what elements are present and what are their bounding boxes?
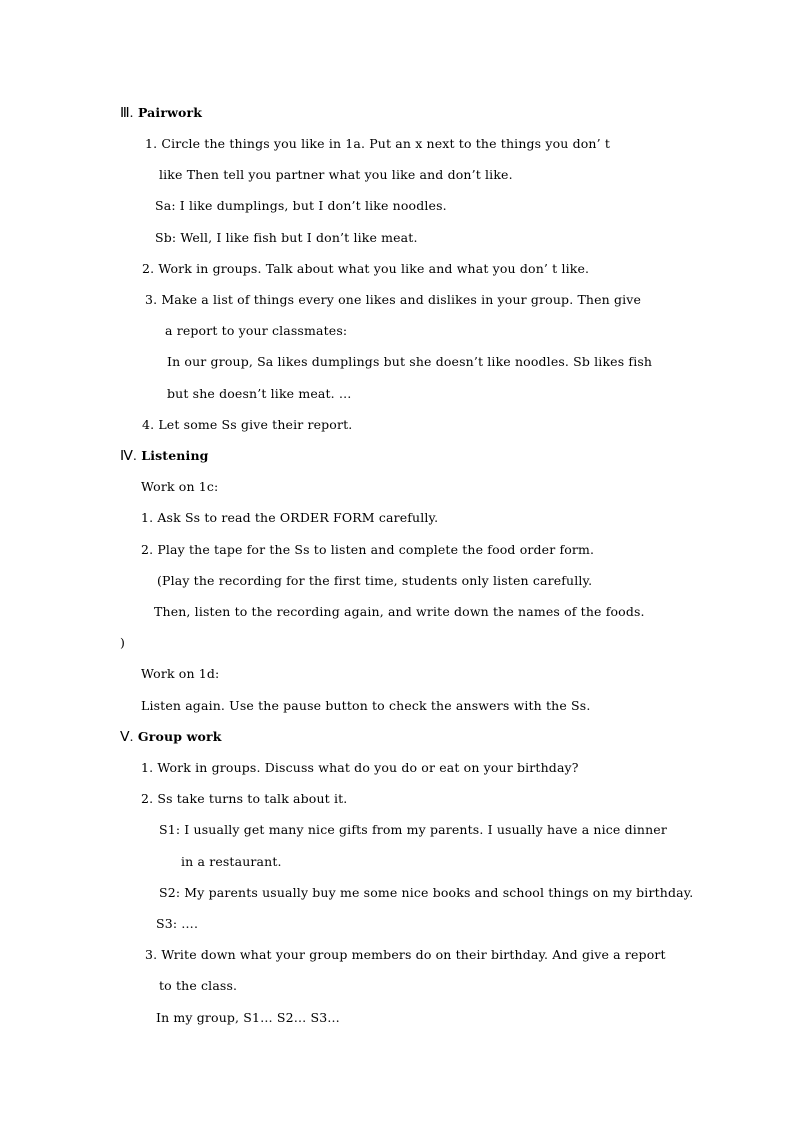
groupwork-line: in a restaurant. — [181, 854, 282, 869]
section-title: Listening — [141, 448, 209, 463]
listening-line: Then, listen to the recording again, and write down the names of the foods. — [154, 604, 645, 619]
listening-line: (Play the recording for the first time, students only listen carefully. — [157, 573, 593, 588]
section-title: Group work — [137, 729, 222, 744]
listening-line: 2. Play the tape for the Ss to listen and complete the food order form. — [141, 542, 595, 557]
pairwork-line: Sa: I like dumplings, but I don’t like noodles. — [155, 198, 447, 213]
pairwork-line: In our group, Sa likes dumplings but she doesn’t like noodles. Sb likes fish — [167, 354, 653, 369]
pairwork-line: like Then tell you partner what you like and don’t like. — [159, 167, 513, 182]
pairwork-line: 3. Make a list of things every one likes and dislikes in your group. Then give — [145, 292, 642, 307]
groupwork-line: 3. Write down what your group members do on their birthday. And give a report — [145, 947, 666, 962]
groupwork-line: 1. Work in groups. Discuss what do you do or eat on your birthday? — [141, 760, 579, 775]
groupwork-line: S2: My parents usually buy me some nice books and school things on my birthday. — [159, 885, 694, 900]
section-heading-pairwork — [120, 105, 202, 122]
section-heading-group-work — [120, 729, 222, 746]
section-numeral: Ⅳ. — [120, 449, 137, 464]
section-numeral: Ⅲ. — [120, 106, 134, 121]
section-title: Pairwork — [137, 105, 203, 120]
pairwork-line: 1. Circle the things you like in 1a. Put an x next to the things you don’ t — [145, 136, 611, 151]
groupwork-line: S1: I usually get many nice gifts from my parents. I usually have a nice dinner — [159, 822, 667, 837]
pairwork-line: 2. Work in groups. Talk about what you like and what you don’ t like. — [142, 261, 590, 276]
listening-line: ) — [120, 635, 126, 650]
pairwork-line: but she doesn’t like meat. … — [167, 386, 352, 401]
groupwork-line: S3: …. — [156, 916, 199, 931]
pairwork-line: a report to your classmates: — [165, 323, 348, 338]
section-heading-listening — [120, 448, 209, 465]
groupwork-line: to the class. — [159, 978, 238, 993]
pairwork-line: 4. Let some Ss give their report. — [142, 417, 353, 432]
groupwork-line: 2. Ss take turns to talk about it. — [141, 791, 348, 806]
section-numeral: Ⅴ. — [120, 730, 134, 745]
listening-line: Listen again. Use the pause button to check the answers with the Ss. — [141, 698, 591, 713]
listening-line: 1. Ask Ss to read the ORDER FORM carefully. — [141, 510, 439, 525]
listening-line: Work on 1c: — [141, 479, 219, 494]
groupwork-line: In my group, S1… S2… S3… — [156, 1010, 340, 1025]
listening-line: Work on 1d: — [141, 666, 220, 681]
pairwork-line: Sb: Well, I like fish but I don’t like meat. — [155, 230, 418, 245]
